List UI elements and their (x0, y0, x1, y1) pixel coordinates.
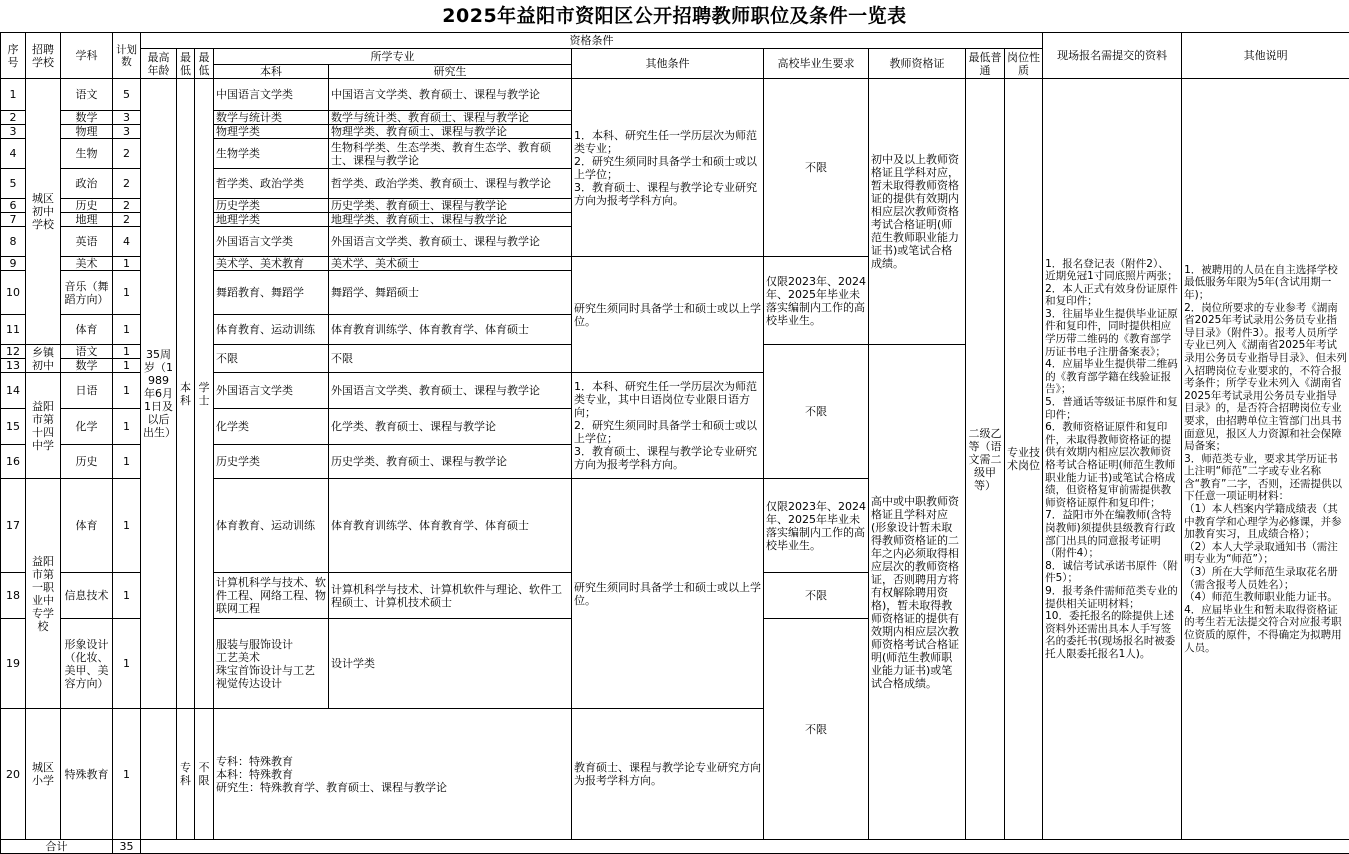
cell-undergrad: 历史学类 (214, 445, 329, 479)
cell-seq: 14 (1, 373, 26, 409)
cell-subject: 物理 (61, 125, 113, 139)
grad-req-a: 不限 (764, 79, 869, 257)
page-title: 2025年益阳市资阳区公开招聘教师职位及条件一览表 (0, 0, 1349, 32)
cell-plan: 1 (113, 345, 141, 359)
cell-subject: 数学 (61, 111, 113, 125)
other-a: 1．本科、研究生任一学历层次为师范类专业； 2．研究生须同时具备学士和硕士或以上学位； 3．教育硕士、课程与教学论专业研究方向为报考学科方向。 (572, 79, 764, 257)
cell-subject: 地理 (61, 213, 113, 227)
cell-undergrad: 中国语言文学类 (214, 79, 329, 111)
cell-subject: 历史 (61, 199, 113, 213)
cell-subject: 语文 (61, 345, 113, 359)
cell-plan: 2 (113, 213, 141, 227)
header-post-nature: 岗位性质 (1005, 49, 1043, 79)
header-max-age: 最高年龄 (141, 49, 177, 79)
other-e: 教育硕士、课程与教学论专业研究方向为报考学科方向。 (572, 709, 764, 840)
cell-subject: 特殊教育 (61, 709, 113, 840)
cell-plan: 5 (113, 79, 141, 111)
header-major: 所学专业 (214, 49, 572, 65)
cell-seq: 12 (1, 345, 26, 359)
cell-graduate: 体育教育训练学、体育教育学、体育硕士 (329, 315, 572, 345)
cell-subject: 美术 (61, 257, 113, 271)
cell-undergrad: 数学与统计类 (214, 111, 329, 125)
cell-graduate: 体育教育训练学、体育教育学、体育硕士 (329, 479, 572, 573)
cell-graduate: 生物科学类、生态学类、教育生态学、教育硕士、课程与教学论 (329, 139, 572, 169)
blank-age (141, 709, 177, 840)
recruitment-table (0, 32, 1349, 854)
cell-undergrad: 美术学、美术教育 (214, 257, 329, 271)
cell-subject: 语文 (61, 79, 113, 111)
cell-undergrad: 外国语言文学类 (214, 373, 329, 409)
cell-seq: 2 (1, 111, 26, 125)
header-plan: 计划数 (113, 33, 141, 79)
min-edu: 本科 (177, 79, 195, 709)
cell-seq: 15 (1, 409, 26, 445)
cell-seq: 3 (1, 125, 26, 139)
cell-seq: 9 (1, 257, 26, 271)
cell-plan: 1 (113, 573, 141, 619)
header-min-degree: 最低 (195, 49, 214, 79)
school-city-primary: 城区小学 (26, 709, 61, 840)
school-city-middle: 城区初中学校 (26, 79, 61, 345)
cell-graduate: 物理学类、教育硕士、课程与教学论 (329, 125, 572, 139)
cell-subject: 化学 (61, 409, 113, 445)
cell-seq: 4 (1, 139, 26, 169)
cell-subject: 生物 (61, 139, 113, 169)
cell-seq: 19 (1, 619, 26, 709)
special-major: 专科：特殊教育 本科：特殊教育 研究生：特殊教育学、教育硕士、课程与教学论 (214, 709, 572, 840)
cell-plan: 1 (113, 257, 141, 271)
header-school: 招聘学校 (26, 33, 61, 79)
cell-plan: 3 (113, 125, 141, 139)
cell-seq: 8 (1, 227, 26, 257)
min-degree-none: 不限 (195, 709, 214, 840)
cell-plan: 1 (113, 315, 141, 345)
cell-plan: 4 (113, 227, 141, 257)
min-degree: 学士 (195, 79, 214, 709)
cell-seq: 7 (1, 213, 26, 227)
cell-seq: 1 (1, 79, 26, 111)
cert-a: 初中及以上教师资格证且学科对应，暂未取得教师资格证的提供有效期内相应层次教师资格考试合格证明(师范生教师职业能力证书)或笔试合格成绩。 (869, 79, 966, 345)
cell-seq: 20 (1, 709, 26, 840)
header-min-edu: 最低 (177, 49, 195, 79)
notes-list: 1．被聘用的人员在自主选择学校最低服务年限为5年(含试用期一年)； 2．岗位所要求的专业参考《湖南省2025年考试录用公务员专业指导目录》（附件3）。报考人员所学专业已列入《湖南省2025年考试录用公务员专业指导目录》、但未列入招聘岗位专业要求的，不符合报考条件；所学专业未列入《湖南省2025年考试录用公务员专业指导目录》的，是否符合招聘岗位专业要求，由招聘单位主管部门出具书面意见，报区人力资源和社会保障局备案； 3．师范类专业，要求其学历证书上注明“师范”二字或专业名称含“教育”二字，否则，还需提供以下任意一项证明材料： （1）本人档案内学籍成绩表（其中教育学和心理学为必修课，并参加教育实习，且成绩合格）； （2）本人大学录取通知书（需注明专业为“师范”）； （3）所在大学师范生录取花名册（需含报考人员姓名）； （4）师范生教师职业能力证书。 4．应届毕业生和暂未取得资格证的考生若无法提交符合对应报考职位资质的原件，不得确定为拟聘用人员。 (1182, 79, 1349, 840)
cell-graduate: 数学与统计类、教育硕士、课程与教学论 (329, 111, 572, 125)
cell-subject: 英语 (61, 227, 113, 257)
cell-subject: 体育 (61, 315, 113, 345)
cell-plan: 1 (113, 409, 141, 445)
cell-undergrad: 舞蹈教育、舞蹈学 (214, 271, 329, 315)
header-other: 其他条件 (572, 49, 764, 79)
cell-graduate: 中国语言文学类、教育硕士、课程与教学论 (329, 79, 572, 111)
cell-undergrad: 生物学类 (214, 139, 329, 169)
cell-graduate: 历史学类、教育硕士、课程与教学论 (329, 445, 572, 479)
cell-graduate: 计算机科学与技术、计算机软件与理论、软件工程硕士、计算机技术硕士 (329, 573, 572, 619)
cell-plan: 2 (113, 199, 141, 213)
post-nature: 专业技术岗位 (1005, 79, 1043, 840)
cell-plan: 1 (113, 373, 141, 409)
cell-undergrad: 物理学类 (214, 125, 329, 139)
cell-graduate: 美术学、美术硕士 (329, 257, 572, 271)
cell-undergrad: 外国语言文学类 (214, 227, 329, 257)
cell-plan: 1 (113, 445, 141, 479)
school-yiyang-14: 益阳市第十四中学 (26, 373, 61, 479)
header-notes: 其他说明 (1182, 33, 1349, 79)
cell-subject: 形象设计（化妆、美甲、美容方向） (61, 619, 113, 709)
cell-undergrad: 地理学类 (214, 213, 329, 227)
cell-graduate: 设计学类 (329, 619, 572, 709)
materials-list: 1．报名登记表（附件2）、近期免冠1寸同底照片两张； 2．本人正式有效身份证原件和复印件； 3．往届毕业生提供毕业证原件和复印件，同时提供相应学历带二维码的《教育部学历证书电子注册备案表》； 4．应届毕业生提供带二维码的《教育部学籍在线验证报告》； 5．普通话等级证书原件和复印件； 6．教师资格证原件和复印件，未取得教师资格证的提供有效期内相应层次教师资格考试合格证明(师范生教师职业能力证书)或笔试合格成绩，但资格复审前需提供教师资格证原件和复印件； 7．益阳市外在编教师(含特岗教师)须提供县级教育行政部门出具的同意报考证明（附件4）； 8．诚信考试承诺书原件（附件5）； 9．报考条件需师范类专业的提供相关证明材料； 10．委托报名的除提供上述资料外还需出具本人手写签名的委托书(现场报名时被委托人限委托报名1人)。 (1043, 79, 1182, 840)
header-undergrad: 本科 (214, 65, 329, 79)
header-mandarin: 最低普通 (966, 49, 1005, 79)
header-graduate: 研究生 (329, 65, 572, 79)
other-d: 研究生须同时具备学士和硕士或以上学位。 (572, 479, 764, 709)
grad-req-f: 不限 (764, 619, 869, 840)
cell-undergrad: 哲学类、政治学类 (214, 169, 329, 199)
school-town-middle: 乡镇初中 (26, 345, 61, 373)
cell-subject: 数学 (61, 359, 113, 373)
cell-subject: 体育 (61, 479, 113, 573)
cell-plan: 1 (113, 709, 141, 840)
grad-req-b: 仅限2023年、2024年、2025年毕业未落实编制内工作的高校毕业生。 (764, 257, 869, 345)
cell-seq: 6 (1, 199, 26, 213)
cell-undergrad: 体育教育、运动训练 (214, 315, 329, 345)
cell-graduate: 地理学类、教育硕士、课程与教学论 (329, 213, 572, 227)
total-value: 35 (113, 840, 141, 854)
cell-undergrad: 服装与服饰设计 工艺美术 珠宝首饰设计与工艺 视觉传达设计 (214, 619, 329, 709)
cell-graduate: 化学类、教育硕士、课程与教学论 (329, 409, 572, 445)
min-edu-special: 专科 (177, 709, 195, 840)
cell-graduate: 历史学类、教育硕士、课程与教学论 (329, 199, 572, 213)
grad-req-c: 不限 (764, 345, 869, 479)
cell-subject: 历史 (61, 445, 113, 479)
header-subject: 学科 (61, 33, 113, 79)
cell-plan: 1 (113, 619, 141, 709)
cell-seq: 18 (1, 573, 26, 619)
cell-undergrad: 体育教育、运动训练 (214, 479, 329, 573)
cell-undergrad: 历史学类 (214, 199, 329, 213)
cell-graduate: 哲学类、政治学类、教育硕士、课程与教学论 (329, 169, 572, 199)
cell-subject: 日语 (61, 373, 113, 409)
header-grad-req: 高校毕业生要求 (764, 49, 869, 79)
cell-graduate: 外国语言文学类、教育硕士、课程与教学论 (329, 227, 572, 257)
cell-graduate: 外国语言文学类、教育硕士、课程与教学论 (329, 373, 572, 409)
cell-plan: 1 (113, 479, 141, 573)
cell-undergrad: 不限 (214, 345, 329, 373)
total-blank (141, 840, 1349, 854)
cell-undergrad: 计算机科学与技术、软件工程、网络工程、物联网工程 (214, 573, 329, 619)
cell-seq: 11 (1, 315, 26, 345)
school-vocational: 益阳市第一职业中专学校 (26, 479, 61, 709)
cell-subject: 政治 (61, 169, 113, 199)
cert-b: 高中或中职教师资格证且学科对应(形象设计暂未取得教师资格证的二年之内必须取得相应层次的教师资格证，否则聘用方将有权解除聘用资格)，暂未取得教师资格证的提供有效期内相应层次教师资格考试合格证明(师范生教师职业能力证书)或笔试合格成绩。 (869, 345, 966, 840)
other-b: 研究生须同时具备学士和硕士或以上学位。 (572, 257, 764, 373)
header-cert: 教师资格证 (869, 49, 966, 79)
cell-plan: 1 (113, 271, 141, 315)
cell-seq: 17 (1, 479, 26, 573)
grad-req-e: 不限 (764, 573, 869, 619)
cell-undergrad: 化学类 (214, 409, 329, 445)
cell-seq: 10 (1, 271, 26, 315)
cell-plan: 2 (113, 169, 141, 199)
max-age: 35周岁（1989年6月1日及以后出生） (141, 79, 177, 709)
grad-req-d: 仅限2023年、2024年、2025年毕业未落实编制内工作的高校毕业生。 (764, 479, 869, 573)
total-label: 合计 (1, 840, 113, 854)
cell-subject: 音乐（舞蹈方向） (61, 271, 113, 315)
header-materials: 现场报名需提交的资料 (1043, 33, 1182, 79)
cell-seq: 5 (1, 169, 26, 199)
cell-plan: 3 (113, 111, 141, 125)
cell-seq: 16 (1, 445, 26, 479)
mandarin-level: 二级乙等（语文需二级甲等） (966, 79, 1005, 840)
other-c: 1．本科、研究生任一学历层次为师范类专业，其中日语岗位专业限日语方向； 2．研究生须同时具备学士和硕士或以上学位； 3．教育硕士、课程与教学论专业研究方向为报考学科方向。 (572, 373, 764, 479)
cell-graduate: 不限 (329, 345, 572, 373)
cell-plan: 1 (113, 359, 141, 373)
cell-graduate: 舞蹈学、舞蹈硕士 (329, 271, 572, 315)
header-qualification: 资格条件 (141, 33, 1043, 49)
header-seq: 序号 (1, 33, 26, 79)
cell-plan: 2 (113, 139, 141, 169)
cell-subject: 信息技术 (61, 573, 113, 619)
cell-seq: 13 (1, 359, 26, 373)
